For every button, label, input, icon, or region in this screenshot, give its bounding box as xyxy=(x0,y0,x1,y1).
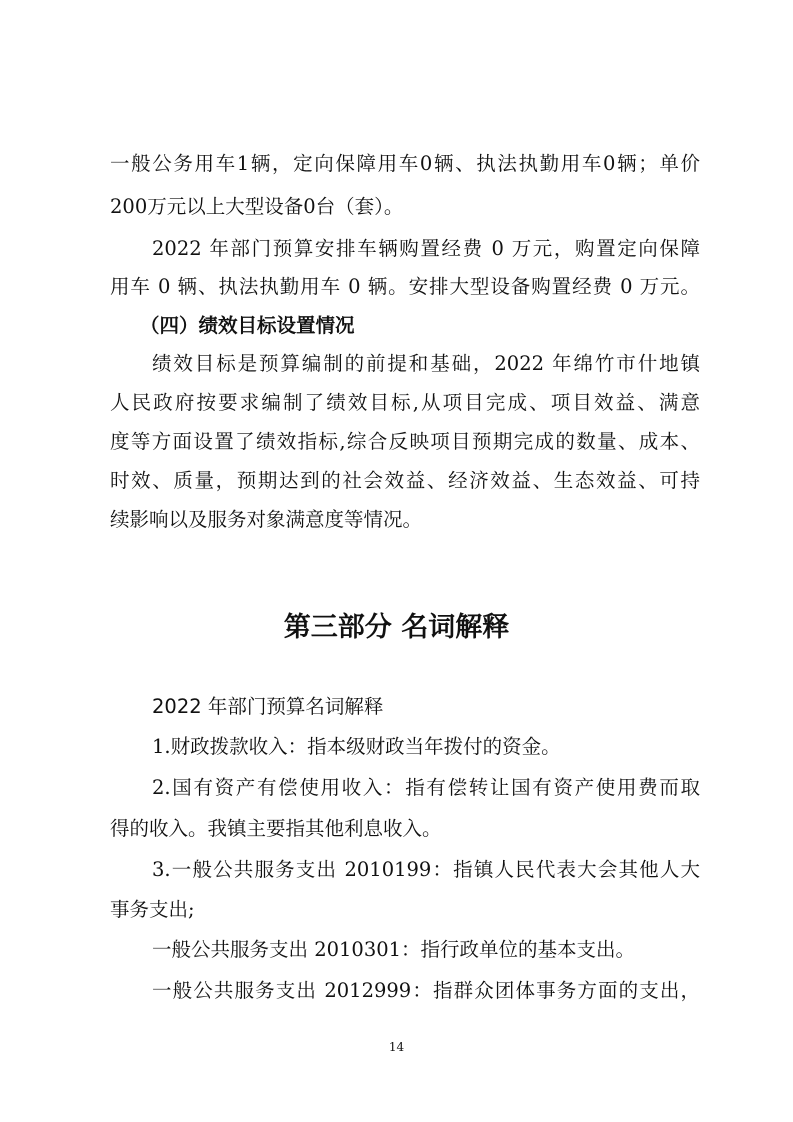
glossary-item-2-line-2: 得的收入。我镇主要指其他利息收入。 xyxy=(110,817,442,840)
performance-paragraph-line-3: 度等方面设置了绩效指标,综合反映项目预期完成的数量、成本、 xyxy=(110,430,700,453)
glossary-item-3-line-2: 事务支出; xyxy=(110,898,195,921)
budget-paragraph-line-1: 2022 年部门预算安排车辆购置经费 0 万元，购置定向保障 xyxy=(152,237,700,260)
glossary-item-3-line-1: 3.一般公共服务支出 2010199：指镇人民代表大会其他人大 xyxy=(152,858,700,881)
glossary-item-2-line-1: 2.国有资产有偿使用收入：指有偿转让国有资产使用费而取 xyxy=(152,776,700,799)
performance-paragraph-line-2: 人民政府按要求编制了绩效目标,从项目完成、项目效益、满意 xyxy=(110,391,700,414)
glossary-item-4: 一般公共服务支出 2010301：指行政单位的基本支出。 xyxy=(152,938,636,961)
glossary-item-5: 一般公共服务支出 2012999：指群众团体事务方面的支出， xyxy=(152,979,700,1002)
glossary-item-1: 1.财政拨款收入：指本级财政当年拨付的资金。 xyxy=(152,735,561,758)
performance-paragraph-line-4: 时效、质量，预期达到的社会效益、经济效益、生态效益、可持 xyxy=(110,469,700,492)
section-heading-performance: （四）绩效目标设置情况 xyxy=(140,314,355,337)
vehicles-paragraph-line-1: 一般公务用车1辆，定向保障用车0辆、执法执勤用车0辆；单价 xyxy=(110,152,700,175)
glossary-heading: 2022 年部门预算名词解释 xyxy=(152,695,384,718)
performance-paragraph-line-1: 绩效目标是预算编制的前提和基础，2022 年绵竹市什地镇 xyxy=(152,352,700,375)
budget-paragraph-line-2: 用车 0 辆、执法执勤用车 0 辆。安排大型设备购置经费 0 万元。 xyxy=(110,275,700,298)
part-three-title: 第三部分 名词解释 xyxy=(283,612,510,643)
performance-paragraph-line-5: 续影响以及服务对象满意度等情况。 xyxy=(110,508,423,531)
vehicles-paragraph-line-2: 200万元以上大型设备0台（套）。 xyxy=(110,195,404,218)
page-number: 14 xyxy=(388,1040,405,1054)
